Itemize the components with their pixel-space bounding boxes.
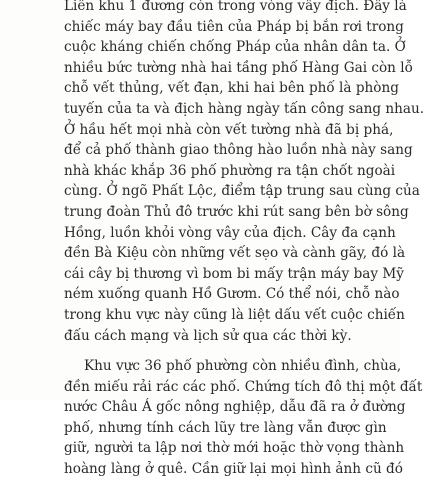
text-line: đền Bà Kiệu còn những vết sẹo và cành gãy, đó là [64,245,406,262]
text-line: tuyến của ta và địch hàng ngày tấn công sang nhau. [64,100,424,117]
text-line: cùng. Ở ngõ Phất Lộc, điểm tập trung sau cùng của [64,183,420,200]
text-line: nước Châu Á gốc nông nghiệp, dẫu đã ra ở đường [64,399,406,416]
text-line: giữ, người ta lập nơi thờ mới hoặc thờ vọng thành [64,440,405,457]
body-text [64,0,424,480]
text-line: hoàng làng ở quê. Cần giữ lại mọi hình ảnh cũ đó [64,461,403,478]
text-line: nhà khác khắp 36 phố phường ra tận chốt ngoài [64,162,396,179]
text-line: phố, nhưng tính cách lũy tre làng vẫn được gìn [64,419,387,436]
text-line: ném xuống quanh Hồ Gươm. Có thể nói, chỗ nào [64,286,400,303]
text-line: chỗ vết thủng, vết đạn, khi hai bên phố là phòng [64,80,399,97]
text-line: Ở hầu hết mọi nhà còn vết tường nhà đã bị phá, [64,121,394,138]
text-line: Hồng, luồn khỏi vòng vây của địch. Cây đa cạnh [64,224,396,241]
text-line: đấu cách mạng và lịch sử qua các thời kỳ. [64,327,352,344]
text-line: Liên khu 1 đương còn trong vòng vây địch. Đây là [64,0,407,14]
text-line: nhiều bức tường nhà hai tầng phố Hàng Gai còn lỗ [64,59,413,76]
paragraph-2 [64,356,423,480]
text-line: để cả phố thành giao thông hào luồn nhà này sang [64,142,413,159]
paragraph-gap [64,346,394,356]
text-line: trong khu vực này cũng là liệt dấu vết cuộc chiến [64,306,405,323]
text-line: Khu vực 36 phố phường còn nhiều đình, chùa, [84,358,402,375]
text-line: đền miếu rải rác các phố. Chứng tích đô thị một đất [64,378,423,395]
text-line: cái cây bị thương vì bom bi mấy trận máy bay Mỹ [64,265,404,282]
text-line: trung đoàn Thủ đô trước khi rút sang bên bờ sông [64,203,409,220]
paragraph-1 [64,0,424,346]
text-line: cuộc kháng chiến chống Pháp của nhân dân ta. Ở [64,39,406,56]
text-line: chiếc máy bay đầu tiên của Pháp bị bắn rơi trong [64,18,404,35]
